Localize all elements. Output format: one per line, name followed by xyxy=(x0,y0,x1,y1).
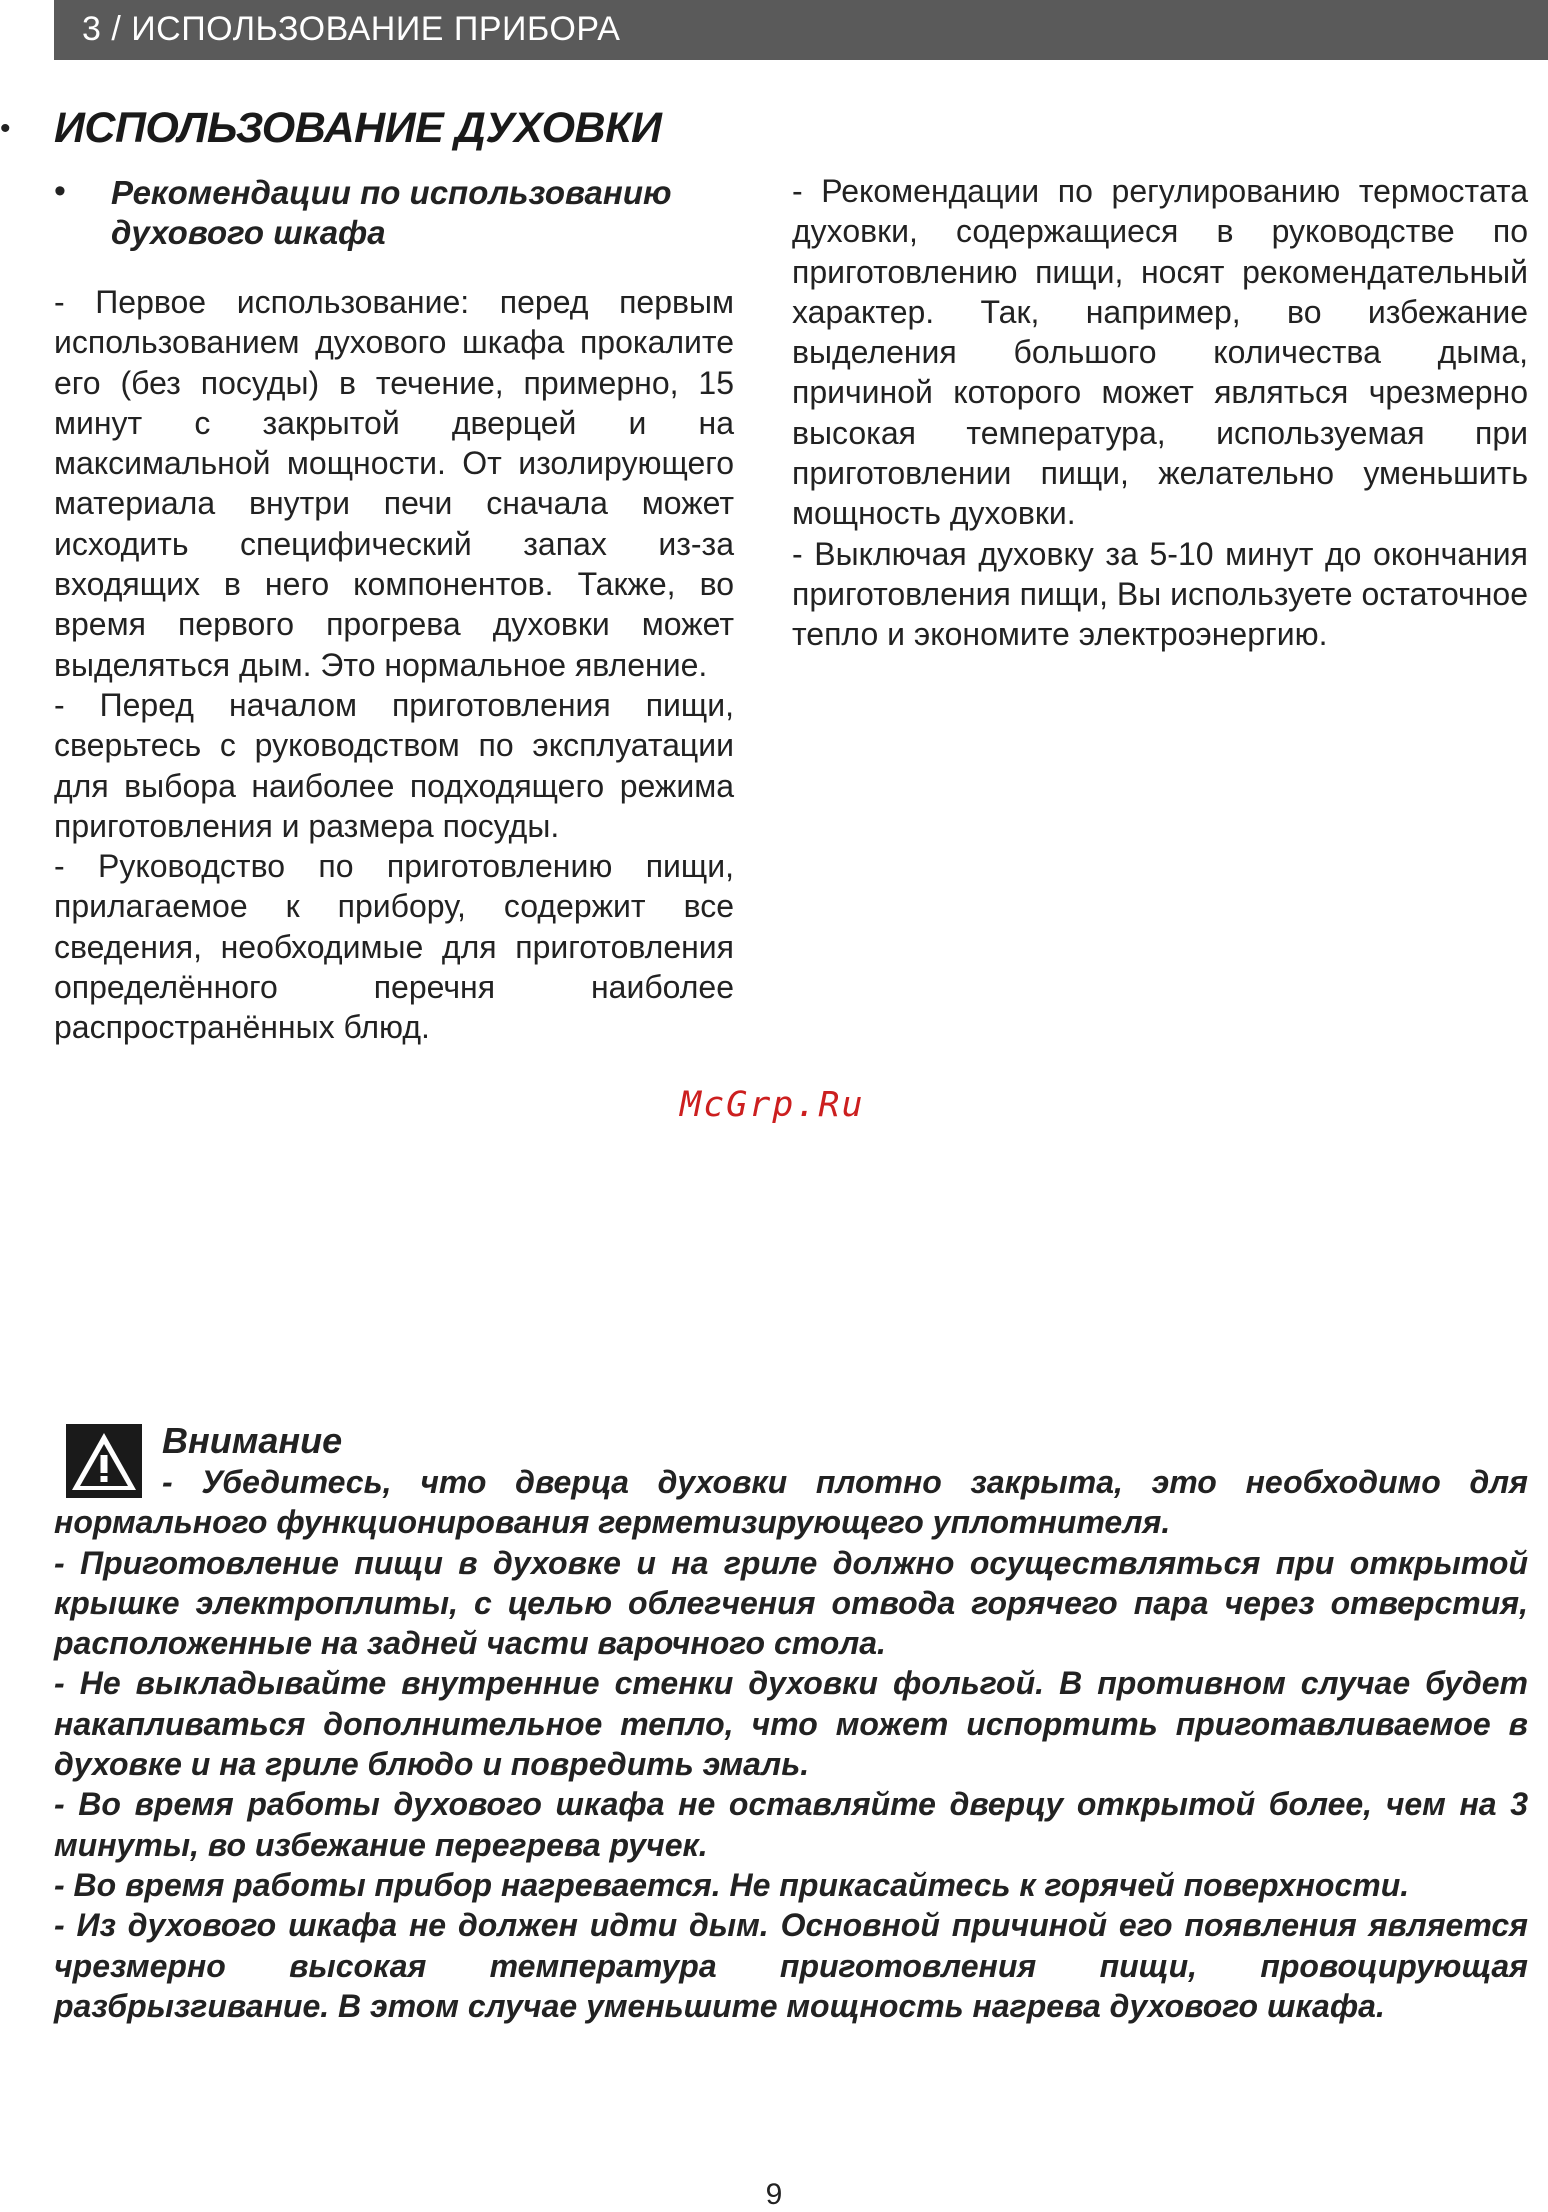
subsection-title: Рекомендации по использованию духового шкафа xyxy=(111,174,672,251)
page-number: 9 xyxy=(765,2178,783,2211)
chapter-header: 3 / ИСПОЛЬЗОВАНИЕ ПРИБОРА xyxy=(54,0,1548,60)
paragraph-manual-check: - Перед началом приготовления пищи, сверьтесь с руководством по эксплуатации для выбора наиболее подходящего режима приготовления и размера посуды. xyxy=(54,686,734,844)
warning-item: - Из духового шкафа не должен идти дым. Основной причиной его появления является чрезмерно высокая температура приготовления пищи, провоцирующая разбрызгивание. В этом случае уменьшите мощность нагрева духового шкафа. xyxy=(54,1907,1528,2024)
warning-item: - Во время работы духового шкафа не оставляйте дверцу открытой более, чем на 3 минуты, во избежание перегрева ручек. xyxy=(54,1786,1528,1863)
warning-item: - Приготовление пищи в духовке и на гриле должно осуществляться при открытой крышке электроплиты, с целью облегчения отвода горячего пара через отверстия, расположенные на задней части варочного стола. xyxy=(54,1544,1528,1662)
paragraph-cooking-guide: - Руководство по приготовлению пищи, прилагаемое к прибору, содержит все сведения, необходимые для приготовления определённого перечня наиболее распространённых блюд. xyxy=(54,848,734,1046)
warning-title: Внимание xyxy=(162,1420,343,1461)
section-bullet: • xyxy=(0,112,11,145)
paragraph-thermostat: - Рекомендации по регулированию термостата духовки, содержащиеся в руководстве по приготовлению пищи, носят рекомендательный характер. Так, например, во избежание выделения большого количества дыма, причиной которого может являться чрезмерно высокая температура, используемая при приготовлении пищи, желательно уменьшить мощность духовки. xyxy=(792,173,1528,532)
warning-item: - Убедитесь, что дверца духовки плотно закрыта, это необходимо для нормального функционирования герметизирующего уплотнителя. xyxy=(54,1464,1528,1541)
warning-item: - Во время работы прибор нагревается. Не прикасайтесь к горячей поверхности. xyxy=(54,1866,1410,1903)
paragraph-residual-heat: - Выключая духовку за 5-10 минут до окончания приготовления пищи, Вы используете остаточное тепло и экономите электроэнергию. xyxy=(792,535,1528,653)
watermark: McGrp.Ru xyxy=(680,1085,865,1125)
left-column xyxy=(54,282,734,1048)
subsection-bullet: • xyxy=(54,172,66,210)
paragraph-first-use: - Первое использование: перед первым использованием духового шкафа прокалите его (без посуды) в течение, примерно, 15 минут с закрытой дверцей и на максимальной мощности. От изолирующего материала внутри печи сначала может исходить специфический запах из-за входящих в него компонентов. Также, во время первого прогрева духовки может выделяться дым. Это нормальное явление. xyxy=(54,284,734,683)
warning-item: - Не выкладывайте внутренние стенки духовки фольгой. В противном случае будет накапливаться дополнительное тепло, что может испортить приготавливаемое в духовке и на гриле блюдо и повредить эмаль. xyxy=(54,1665,1528,1783)
section-title: ИСПОЛЬЗОВАНИЕ ДУХОВКИ xyxy=(54,104,662,152)
right-column xyxy=(792,171,1528,655)
warning-list xyxy=(54,1462,1528,2026)
